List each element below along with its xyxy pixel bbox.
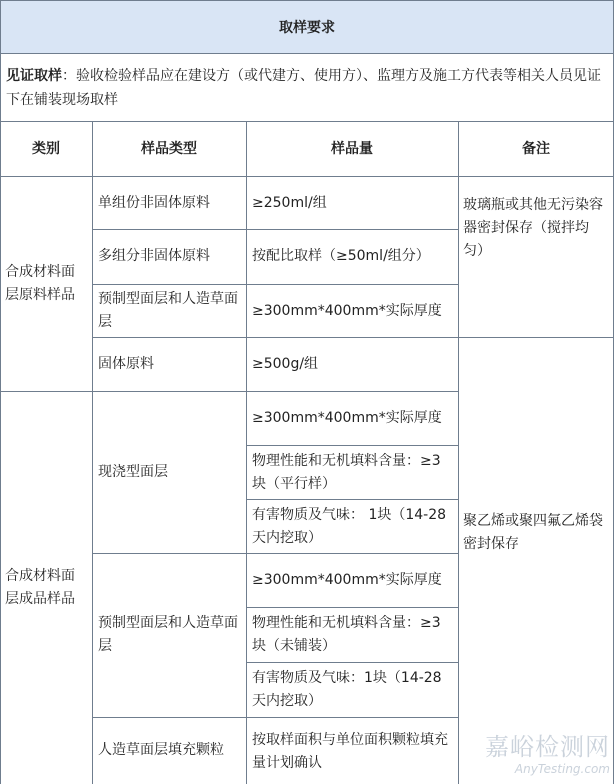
- sample-amount-single-component: ≥250ml/组: [252, 195, 327, 211]
- remark-raw-material: 玻璃瓶或其他无污染容器密封保存（搅拌均匀）: [463, 197, 603, 259]
- prefab-amount-physical: 物理性能和无机填料含量：≥3块（未铺装）: [252, 615, 441, 654]
- remark-finished-product: 聚乙烯或聚四氟乙烯袋密封保存: [463, 513, 603, 552]
- sample-type-multi-component: 多组分非固体原料: [98, 248, 210, 264]
- watermark-logo: [485, 727, 610, 776]
- watermark-cn: 嘉峪检测网: [485, 733, 610, 761]
- sample-amount-solid-raw: ≥500g/组: [252, 356, 319, 372]
- witness-text: ：验收检验样品应在建设方（或代建方、使用方）、监理方及施工方代表等相关人员见证下在铺装现场取样: [6, 68, 601, 108]
- cast-amount-harmful: 有害物质及气味： 1块（14-28天内挖取）: [252, 507, 447, 546]
- sample-amount-multi-component: 按配比取样（≥50ml/组分）: [252, 248, 430, 264]
- header-remarks: 备注: [522, 141, 550, 157]
- sample-type-prefab-raw: 预制型面层和人造草面层: [98, 291, 238, 330]
- category-raw-material: 合成材料面层原料样品: [5, 264, 75, 303]
- sample-type-prefab-product: 预制型面层和人造草面层: [98, 615, 238, 654]
- watermark-en: AnyTesting.com: [514, 762, 610, 776]
- sample-type-single-component: 单组份非固体原料: [98, 195, 210, 211]
- header-sample-type: 样品类型: [141, 141, 197, 157]
- prefab-amount-harmful: 有害物质及气味：1块（14-28天内挖取）: [252, 670, 442, 709]
- header-sample-amount: 样品量: [331, 141, 373, 157]
- cast-amount-size: ≥300mm*400mm*实际厚度: [252, 410, 442, 426]
- sample-amount-prefab-raw: ≥300mm*400mm*实际厚度: [252, 303, 442, 319]
- sample-type-cast-in-place: 现浇型面层: [98, 464, 168, 480]
- prefab-amount-size: ≥300mm*400mm*实际厚度: [252, 572, 442, 588]
- header-category: 类别: [32, 141, 60, 157]
- table-title: 取样要求: [0, 0, 614, 54]
- category-finished-product: 合成材料面层成品样品: [5, 568, 75, 607]
- cast-amount-physical: 物理性能和无机填料含量：≥3块（平行样）: [252, 453, 441, 492]
- sample-type-infill-granules: 人造草面层填充颗粒: [98, 742, 224, 758]
- sample-type-solid-raw: 固体原料: [98, 356, 154, 372]
- infill-amount: 按取样面积与单位面积颗粒填充量计划确认: [252, 732, 448, 771]
- witness-label: 见证取样: [6, 68, 62, 84]
